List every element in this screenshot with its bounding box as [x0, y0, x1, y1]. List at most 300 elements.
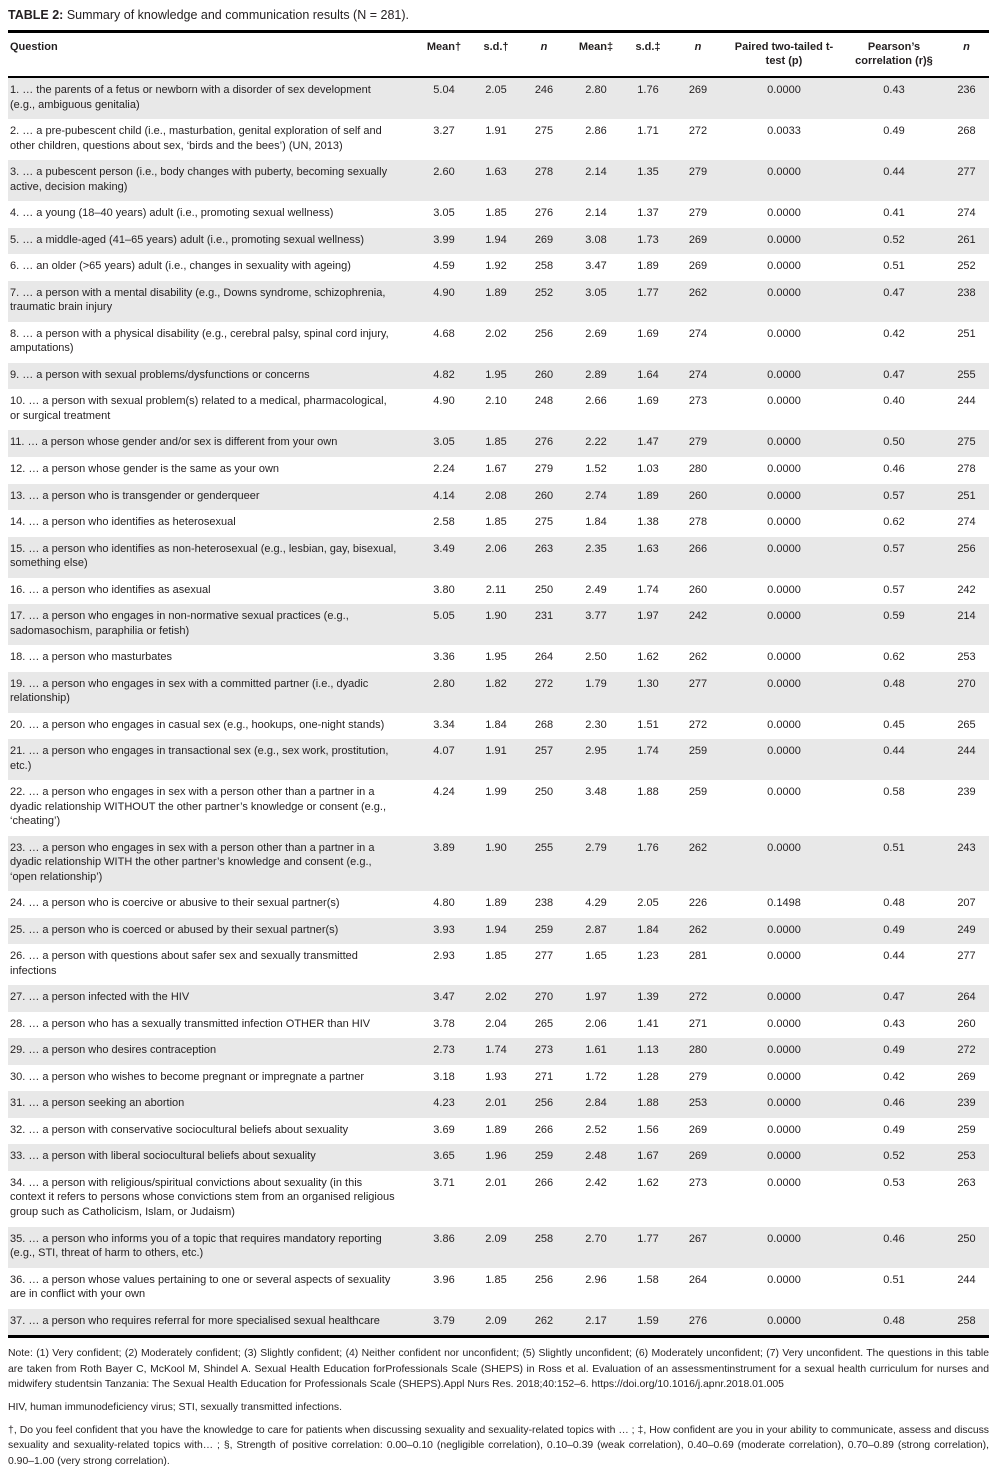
value-cell: 0.0000 [767, 786, 801, 799]
value-cell: 279 [688, 1070, 708, 1083]
col-mean-knowledge: Mean† [416, 31, 472, 77]
value-cell: 3.05 [585, 286, 607, 299]
value-cell: 2.17 [585, 1314, 607, 1327]
value-cell: 1.94 [485, 233, 507, 246]
table-row [8, 918, 989, 945]
value-cell: 2.66 [585, 395, 607, 408]
value-cell: 260 [534, 489, 554, 502]
results-table [8, 30, 989, 1338]
value-cell: 264 [957, 991, 976, 1004]
table-row [8, 891, 989, 918]
table-row [8, 484, 989, 511]
value-cell: 1.79 [585, 677, 607, 690]
value-cell: 1.71 [637, 125, 659, 138]
value-cell: 262 [688, 651, 708, 664]
value-cell: 0.0000 [767, 1097, 801, 1110]
value-cell: 2.35 [585, 542, 607, 555]
value-cell: 243 [957, 841, 976, 854]
table-row [8, 739, 989, 780]
value-cell: 253 [957, 651, 976, 664]
table-row [8, 1268, 989, 1309]
value-cell: 0.59 [883, 610, 905, 623]
table-row [8, 389, 989, 430]
value-cell: 1.89 [485, 897, 507, 910]
table-row [8, 281, 989, 322]
value-cell: 0.48 [883, 1314, 905, 1327]
value-cell: 1.76 [637, 84, 659, 97]
value-cell: 1.69 [637, 395, 659, 408]
value-cell: 236 [957, 84, 976, 97]
value-cell: 0.0000 [767, 327, 801, 340]
question-cell: 24. … a person who is coercive or abusive to their sexual partner(s) [10, 897, 340, 910]
value-cell: 266 [534, 1123, 554, 1136]
table-row [8, 985, 989, 1012]
question-cell: 9. … a person with sexual problems/dysfunctions or concerns [10, 368, 310, 381]
value-cell: 0.42 [883, 1070, 905, 1083]
value-cell: 0.0000 [767, 1314, 801, 1327]
value-cell: 280 [688, 462, 708, 475]
value-cell: 279 [534, 462, 554, 475]
value-cell: 263 [957, 1176, 976, 1189]
table-row [8, 1227, 989, 1268]
question-cell: 22. … a person who engages in sex with a person other than a partner in a dyadic relationship WITHOUT the other partner’s knowledge or consent (e.g., ‘cheating’) [10, 786, 387, 828]
value-cell: 0.49 [883, 923, 905, 936]
table-row [8, 1171, 989, 1227]
col-paired-ttest: Paired two-tailed t-test (p) [724, 31, 844, 77]
value-cell: 260 [957, 1017, 976, 1030]
question-cell: 36. … a person whose values pertaining to one or several aspects of sexuality are in conflict with your own [10, 1273, 391, 1301]
value-cell: 3.69 [433, 1123, 455, 1136]
value-cell: 1.74 [637, 583, 659, 596]
value-cell: 276 [534, 436, 554, 449]
table-row [8, 77, 989, 119]
value-cell: 0.0000 [767, 233, 801, 246]
question-cell: 3. … a pubescent person (i.e., body changes with puberty, becoming sexually active, decision making) [10, 166, 388, 193]
value-cell: 0.40 [883, 395, 905, 408]
value-cell: 0.0000 [767, 516, 801, 529]
value-cell: 0.0000 [767, 923, 801, 936]
value-cell: 0.41 [883, 207, 905, 220]
value-cell: 0.51 [883, 260, 905, 273]
value-cell: 4.90 [433, 286, 455, 299]
value-cell: 0.62 [883, 651, 905, 664]
value-cell: 256 [534, 1097, 554, 1110]
value-cell: 4.90 [433, 395, 455, 408]
value-cell: 1.35 [637, 166, 659, 179]
value-cell: 1.89 [485, 286, 507, 299]
value-cell: 2.09 [485, 1314, 507, 1327]
value-cell: 2.11 [485, 583, 507, 596]
value-cell: 268 [534, 718, 554, 731]
value-cell: 1.84 [485, 718, 507, 731]
value-cell: 0.0000 [767, 1273, 801, 1286]
table-row [8, 228, 989, 255]
question-cell: 10. … a person with sexual problem(s) related to a medical, pharmacological, or surgical treatment [10, 395, 387, 422]
value-cell: 3.93 [433, 923, 455, 936]
value-cell: 226 [688, 897, 708, 910]
value-cell: 3.47 [585, 260, 607, 273]
value-cell: 1.95 [485, 368, 507, 381]
value-cell: 1.90 [485, 610, 507, 623]
col-n-correlation: n [944, 31, 989, 77]
value-cell: 0.46 [883, 1232, 905, 1245]
value-cell: 2.69 [585, 327, 607, 340]
value-cell: 258 [534, 260, 554, 273]
value-cell: 2.04 [485, 1017, 507, 1030]
value-cell: 278 [688, 516, 708, 529]
value-cell: 1.59 [637, 1314, 659, 1327]
col-sd-communication: s.d.‡ [624, 31, 672, 77]
value-cell: 279 [688, 166, 708, 179]
value-cell: 0.0000 [767, 841, 801, 854]
value-cell: 279 [688, 436, 708, 449]
value-cell: 265 [534, 1017, 554, 1030]
value-cell: 250 [534, 583, 554, 596]
value-cell: 244 [957, 745, 976, 758]
value-cell: 0.0000 [767, 610, 801, 623]
value-cell: 4.29 [585, 897, 607, 910]
table-title [8, 7, 989, 30]
value-cell: 1.30 [637, 677, 659, 690]
value-cell: 262 [534, 1314, 554, 1327]
value-cell: 3.79 [433, 1314, 455, 1327]
value-cell: 2.80 [585, 84, 607, 97]
value-cell: 2.42 [585, 1176, 607, 1189]
value-cell: 1.74 [485, 1044, 507, 1057]
value-cell: 278 [534, 166, 554, 179]
value-cell: 2.89 [585, 368, 607, 381]
question-cell: 33. … a person with liberal sociocultural beliefs about sexuality [10, 1150, 316, 1163]
value-cell: 276 [688, 1314, 708, 1327]
value-cell: 264 [688, 1273, 708, 1286]
value-cell: 239 [957, 1097, 976, 1110]
value-cell: 1.74 [637, 745, 659, 758]
value-cell: 1.52 [585, 462, 607, 475]
question-cell: 1. … the parents of a fetus or newborn with a disorder of sex development (e.g., ambiguous genitalia) [10, 84, 371, 111]
value-cell: 1.94 [485, 923, 507, 936]
value-cell: 257 [534, 745, 554, 758]
value-cell: 0.1498 [767, 897, 801, 910]
question-cell: 17. … a person who engages in non-normative sexual practices (e.g., sadomasochism, paraphilia or fetish) [10, 610, 349, 637]
value-cell: 275 [957, 436, 976, 449]
value-cell: 1.85 [485, 950, 507, 963]
value-cell: 239 [957, 786, 976, 799]
value-cell: 0.49 [883, 1044, 905, 1057]
question-cell: 35. … a person who informs you of a topic that requires mandatory reporting (e.g., STI, threat of harm to others, etc.) [10, 1232, 382, 1260]
value-cell: 272 [534, 677, 554, 690]
value-cell: 0.44 [883, 745, 905, 758]
value-cell: 269 [688, 233, 708, 246]
value-cell: 242 [688, 610, 708, 623]
value-cell: 255 [957, 368, 976, 381]
value-cell: 2.14 [585, 207, 607, 220]
value-cell: 1.72 [585, 1070, 607, 1083]
value-cell: 1.77 [637, 1232, 659, 1245]
value-cell: 0.53 [883, 1176, 905, 1189]
value-cell: 1.82 [485, 677, 507, 690]
value-cell: 2.84 [585, 1097, 607, 1110]
value-cell: 2.02 [485, 991, 507, 1004]
value-cell: 250 [534, 786, 554, 799]
question-cell: 23. … a person who engages in sex with a person other than a partner in a dyadic relationship WITH the other partner’s knowledge and consent (e.g., ‘open relationship’) [10, 841, 375, 883]
value-cell: 269 [688, 1150, 708, 1163]
value-cell: 1.03 [637, 462, 659, 475]
value-cell: 0.0000 [767, 745, 801, 758]
table-row [8, 1012, 989, 1039]
table-number-label: TABLE 2: [8, 8, 64, 22]
question-cell: 26. … a person with questions about safer sex and sexually transmitted infections [10, 950, 358, 977]
value-cell: 4.14 [433, 489, 455, 502]
value-cell: 3.71 [433, 1176, 455, 1189]
value-cell: 0.0000 [767, 583, 801, 596]
value-cell: 1.77 [637, 286, 659, 299]
table-row [8, 1144, 989, 1171]
value-cell: 246 [534, 84, 554, 97]
value-cell: 2.74 [585, 489, 607, 502]
question-cell: 8. … a person with a physical disability (e.g., cerebral palsy, spinal cord injury, amputations) [10, 327, 389, 355]
value-cell: 277 [957, 166, 976, 179]
value-cell: 0.43 [883, 1017, 905, 1030]
value-cell: 269 [688, 1123, 708, 1136]
value-cell: 0.0000 [767, 1044, 801, 1057]
table-row [8, 160, 989, 201]
value-cell: 256 [534, 327, 554, 340]
question-cell: 32. … a person with conservative sociocultural beliefs about sexuality [10, 1123, 349, 1136]
table-row [8, 578, 989, 605]
value-cell: 2.02 [485, 327, 507, 340]
value-cell: 0.50 [883, 436, 905, 449]
value-cell: 0.0000 [767, 395, 801, 408]
value-cell: 1.85 [485, 1273, 507, 1286]
value-cell: 0.46 [883, 462, 905, 475]
value-cell: 2.24 [433, 462, 455, 475]
value-cell: 272 [688, 718, 708, 731]
value-cell: 1.88 [637, 1097, 659, 1110]
question-cell: 21. … a person who engages in transactional sex (e.g., sex work, prostitution, etc.) [10, 745, 389, 772]
value-cell: 248 [534, 395, 554, 408]
table-row [8, 1118, 989, 1145]
value-cell: 1.13 [637, 1044, 659, 1057]
value-cell: 271 [688, 1017, 708, 1030]
table-row [8, 254, 989, 281]
value-cell: 0.62 [883, 516, 905, 529]
value-cell: 260 [688, 489, 708, 502]
value-cell: 3.27 [433, 125, 455, 138]
question-cell: 27. … a person infected with the HIV [10, 991, 190, 1004]
value-cell: 2.01 [485, 1176, 507, 1189]
value-cell: 1.92 [485, 260, 507, 273]
value-cell: 244 [957, 1273, 976, 1286]
value-cell: 259 [688, 745, 708, 758]
value-cell: 278 [957, 462, 976, 475]
value-cell: 261 [957, 233, 976, 246]
question-cell: 2. … a pre-pubescent child (i.e., masturbation, genital exploration of self and other children, questions about sex, ‘birds and the bees’) (UN, 2013) [10, 125, 382, 152]
table-row [8, 363, 989, 390]
symbols-text: †, Do you feel confident that you have the knowledge to care for patients when discussing sexuality and sexuality-related topics with … ; ‡, How confident are you in your ability to communicate, assess and discuss sexuality and sexuality-related topics with… ; §, Strength of positive correlation: 0.00–0.10 (negligible correlation), 0.10–0.39 (weak correlation), 0.40–0.69 (moderate correlation), 0.70–0.89 (strong correlation), 0.90–1.00 (very strong correlation). [8, 1424, 989, 1467]
value-cell: 0.48 [883, 677, 905, 690]
question-cell: 28. … a person who has a sexually transmitted infection OTHER than HIV [10, 1017, 371, 1030]
value-cell: 0.0000 [767, 166, 801, 179]
value-cell: 272 [688, 991, 708, 1004]
value-cell: 0.0000 [767, 718, 801, 731]
value-cell: 2.80 [433, 677, 455, 690]
value-cell: 251 [957, 489, 976, 502]
value-cell: 2.05 [637, 897, 659, 910]
question-cell: 37. … a person who requires referral for more specialised sexual healthcare [10, 1314, 380, 1327]
value-cell: 0.43 [883, 84, 905, 97]
value-cell: 3.96 [433, 1273, 455, 1286]
question-cell: 4. … a young (18–40 years) adult (i.e., promoting sexual wellness) [10, 207, 334, 220]
value-cell: 0.0000 [767, 950, 801, 963]
value-cell: 272 [957, 1044, 976, 1057]
value-cell: 3.49 [433, 542, 455, 555]
value-cell: 259 [957, 1123, 976, 1136]
value-cell: 2.06 [485, 542, 507, 555]
value-cell: 0.0000 [767, 1017, 801, 1030]
value-cell: 0.0033 [767, 125, 801, 138]
value-cell: 3.80 [433, 583, 455, 596]
value-cell: 1.63 [637, 542, 659, 555]
value-cell: 2.14 [585, 166, 607, 179]
value-cell: 273 [688, 1176, 708, 1189]
value-cell: 0.0000 [767, 207, 801, 220]
value-cell: 262 [688, 841, 708, 854]
value-cell: 0.0000 [767, 462, 801, 475]
value-cell: 276 [534, 207, 554, 220]
value-cell: 2.87 [585, 923, 607, 936]
col-n-knowledge: n [520, 31, 568, 77]
value-cell: 2.22 [585, 436, 607, 449]
value-cell: 269 [957, 1070, 976, 1083]
col-question: Question [8, 31, 416, 77]
value-cell: 4.59 [433, 260, 455, 273]
value-cell: 271 [534, 1070, 554, 1083]
value-cell: 274 [688, 368, 708, 381]
value-cell: 260 [688, 583, 708, 596]
value-cell: 1.73 [637, 233, 659, 246]
value-cell: 1.67 [637, 1150, 659, 1163]
value-cell: 0.47 [883, 991, 905, 1004]
value-cell: 273 [534, 1044, 554, 1057]
table-row [8, 510, 989, 537]
value-cell: 1.85 [485, 516, 507, 529]
value-cell: 266 [534, 1176, 554, 1189]
value-cell: 275 [534, 125, 554, 138]
value-cell: 266 [688, 542, 708, 555]
value-cell: 242 [957, 583, 976, 596]
value-cell: 0.0000 [767, 286, 801, 299]
question-cell: 18. … a person who masturbates [10, 651, 173, 664]
value-cell: 274 [688, 327, 708, 340]
value-cell: 253 [957, 1150, 976, 1163]
value-cell: 1.91 [485, 745, 507, 758]
value-cell: 1.56 [637, 1123, 659, 1136]
question-cell: 14. … a person who identifies as heterosexual [10, 516, 236, 529]
value-cell: 1.99 [485, 786, 507, 799]
value-cell: 5.05 [433, 610, 455, 623]
value-cell: 1.67 [485, 462, 507, 475]
col-n-communication: n [672, 31, 724, 77]
question-cell: 6. … an older (>65 years) adult (i.e., changes in sexuality with ageing) [10, 260, 351, 273]
value-cell: 3.36 [433, 651, 455, 664]
value-cell: 1.85 [485, 436, 507, 449]
value-cell: 277 [534, 950, 554, 963]
value-cell: 4.23 [433, 1097, 455, 1110]
value-cell: 238 [957, 286, 976, 299]
table-row [8, 604, 989, 645]
value-cell: 1.97 [637, 610, 659, 623]
value-cell: 3.05 [433, 207, 455, 220]
question-cell: 19. … a person who engages in sex with a committed partner (i.e., dyadic relationship) [10, 677, 369, 705]
value-cell: 3.05 [433, 436, 455, 449]
note-text: Note: (1) Very confident; (2) Moderately confident; (3) Slightly confident; (4) Neither confident nor unconfident; (5) Slightly unconfident; (6) Moderately unconfident; (7) Very unconfident. The questions in this table are taken from Roth Bayer C, McKool M, Shindel A. Sexual Health Education forProfessionals Scale (SHEPS) in Ross et al. Evaluation of an assessmentinstrument for a sexual health curriculum for nurses and midwifery studentsin Tanzania: The Sexual Health Education for Professionals Scale (SHEPS).Appl Nurs Res. 2018;40:152–6. https://doi.org/10.1016/j.apnr.2018.01.005 [8, 1348, 989, 1391]
value-cell: 259 [688, 786, 708, 799]
value-cell: 1.37 [637, 207, 659, 220]
value-cell: 3.47 [433, 991, 455, 1004]
value-cell: 1.38 [637, 516, 659, 529]
value-cell: 0.51 [883, 841, 905, 854]
table-row [8, 322, 989, 363]
value-cell: 2.48 [585, 1150, 607, 1163]
value-cell: 0.0000 [767, 1070, 801, 1083]
value-cell: 5.04 [433, 84, 455, 97]
value-cell: 0.0000 [767, 368, 801, 381]
value-cell: 2.09 [485, 1232, 507, 1245]
value-cell: 270 [957, 677, 976, 690]
value-cell: 3.18 [433, 1070, 455, 1083]
value-cell: 0.0000 [767, 677, 801, 690]
value-cell: 251 [957, 327, 976, 340]
value-cell: 0.0000 [767, 436, 801, 449]
value-cell: 2.70 [585, 1232, 607, 1245]
value-cell: 0.44 [883, 950, 905, 963]
value-cell: 2.93 [433, 950, 455, 963]
value-cell: 269 [688, 84, 708, 97]
table-row [8, 1091, 989, 1118]
value-cell: 2.50 [585, 651, 607, 664]
value-cell: 1.97 [585, 991, 607, 1004]
table-row [8, 645, 989, 672]
value-cell: 1.58 [637, 1273, 659, 1286]
col-mean-communication: Mean‡ [568, 31, 624, 77]
table-row [8, 1065, 989, 1092]
value-cell: 2.52 [585, 1123, 607, 1136]
table-caption: Summary of knowledge and communication results (N = 281). [66, 8, 409, 22]
header-row [8, 31, 989, 77]
value-cell: 275 [534, 516, 554, 529]
value-cell: 1.39 [637, 991, 659, 1004]
value-cell: 2.30 [585, 718, 607, 731]
table-row [8, 201, 989, 228]
value-cell: 1.93 [485, 1070, 507, 1083]
value-cell: 1.62 [637, 1176, 659, 1189]
value-cell: 1.65 [585, 950, 607, 963]
value-cell: 4.68 [433, 327, 455, 340]
value-cell: 1.95 [485, 651, 507, 664]
question-cell: 5. … a middle-aged (41–65 years) adult (i.e., promoting sexual wellness) [10, 233, 365, 246]
value-cell: 4.80 [433, 897, 455, 910]
value-cell: 1.62 [637, 651, 659, 664]
value-cell: 274 [957, 207, 976, 220]
value-cell: 264 [534, 651, 554, 664]
value-cell: 0.52 [883, 1150, 905, 1163]
table-row [8, 537, 989, 578]
value-cell: 1.47 [637, 436, 659, 449]
value-cell: 0.49 [883, 125, 905, 138]
value-cell: 249 [957, 923, 976, 936]
value-cell: 273 [688, 395, 708, 408]
value-cell: 258 [534, 1232, 554, 1245]
